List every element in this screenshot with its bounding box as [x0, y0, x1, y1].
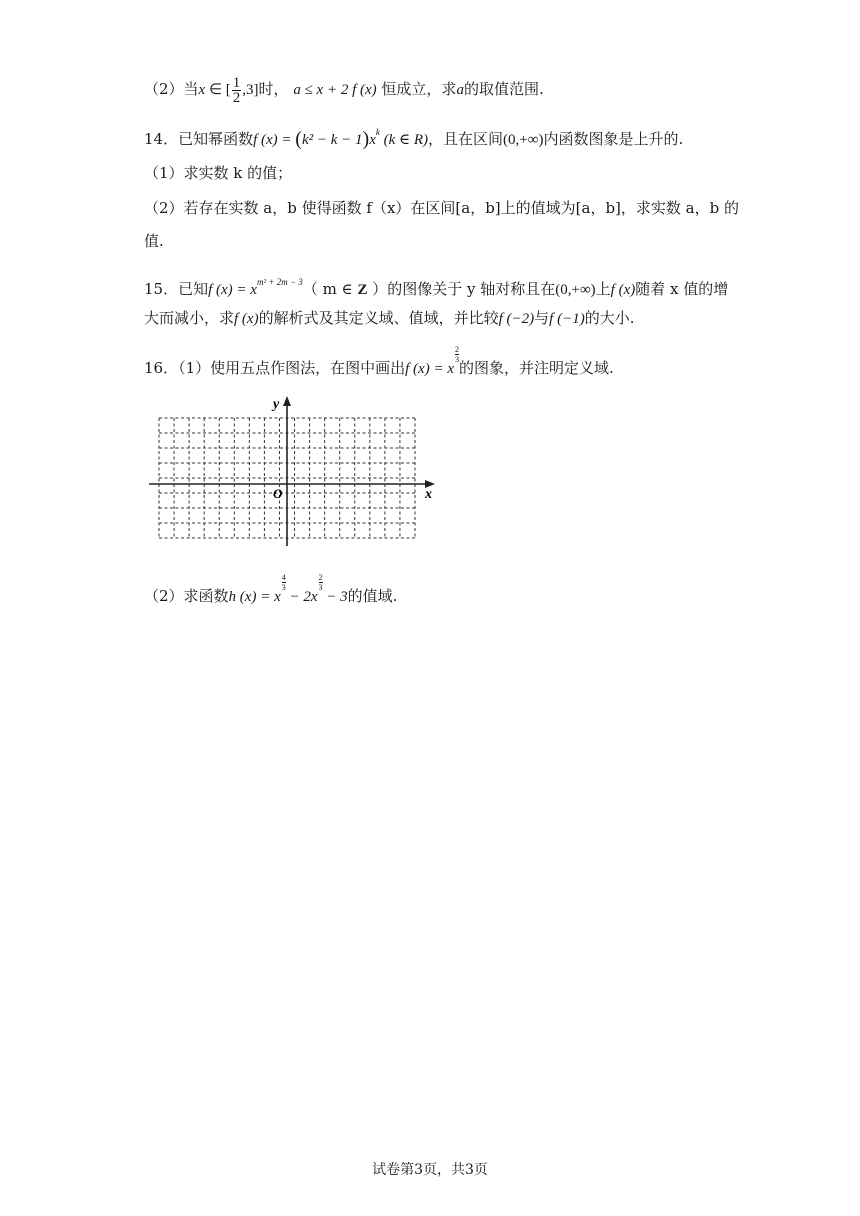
q16-exp: $\frac{2}{3}$ — [455, 345, 459, 364]
q15-Z: Z — [357, 282, 368, 298]
q16-p1-tail: 的图象，并注明定义域. — [459, 359, 614, 377]
q13-holds: 恒成立，求 — [376, 80, 457, 98]
y-axis-arrow-icon — [283, 396, 291, 406]
q15-fx2: f (x) — [610, 282, 636, 298]
q15-paren: （ m ∈ — [302, 280, 358, 298]
q15-text2: 上 — [595, 280, 611, 298]
q15-number: 15．已知 — [144, 280, 209, 298]
q13-interval-end: ,3] — [242, 82, 259, 98]
q14-mid: ，且在区间 — [428, 130, 504, 148]
q16-part2 — [144, 573, 397, 609]
q15-text3: 随着 x 值的增 — [635, 280, 729, 298]
x-axis-label: x — [425, 487, 432, 502]
q15-line1 — [144, 270, 728, 302]
q13-part2 — [144, 74, 544, 105]
q16-hx: h (x) = x — [228, 589, 281, 605]
coordinate-grid-figure — [145, 390, 445, 550]
q14-tail: 内函数图象是上升的. — [543, 130, 684, 148]
q14-poly: k² − k − 1 — [301, 132, 363, 148]
q14-part2: （2）若存在实数 a，b 使得函数 f（x）在区间[a，b]上的值域为[a，b]，求实数 a，b 的 — [144, 199, 739, 217]
q13-p2-label: （2）当 — [144, 80, 199, 98]
q13-when: 时， — [258, 80, 289, 98]
q16-p2-tail: 的值域. — [347, 587, 398, 605]
q15-fx: f (x) = x — [208, 282, 257, 298]
q16-part1 — [144, 345, 614, 381]
q16-fx: f (x) = x — [405, 361, 454, 377]
origin-label: O — [273, 486, 283, 501]
q16-minus3: − 3 — [322, 589, 348, 605]
q16-minus: − 2x — [285, 589, 318, 605]
q13-in: ∈ [ — [205, 82, 231, 98]
q15-interval: (0,+∞) — [555, 282, 596, 298]
page-footer: 试卷第3页，共3页 — [372, 1162, 488, 1178]
q16-p2-label: （2）求函数 — [144, 587, 229, 605]
q13-half: $\frac{1}{2}$ — [232, 74, 241, 106]
q16-p1-label: 16．（1）使用五点作图法，在图中画出 — [144, 359, 406, 377]
q15-line2: 大而减小，求f (x)的解析式及其定义域、值域，并比较f (−2)与f (−1)的大小. — [144, 309, 635, 327]
q14-xk: x — [369, 132, 376, 148]
q13-a: a — [456, 82, 464, 98]
q14-k-exp: k — [375, 127, 380, 137]
q13-tail: 的取值范围. — [463, 80, 544, 98]
q14-part1: （1）求实数 k 的值； — [144, 164, 293, 182]
q15-exp: m² + 2m − 3 — [256, 277, 303, 287]
q16-e2: $\frac{2}{3}$ — [318, 573, 323, 592]
q14-number: 14．已知幂函数 — [144, 130, 254, 148]
q14-interval: (0,+∞) — [503, 132, 544, 148]
q14-fx: f (x) = — [253, 132, 296, 148]
q13-x: x — [198, 82, 206, 98]
q14-stem: 14．已知幂函数f $(x) = (k^2 - k - 1)x^k$ (k ∈ R)，且在区间(0,+∞)内函数图象是上升的. — [144, 127, 684, 150]
q14-kinR: (k ∈ R) — [379, 132, 429, 148]
q16-e1: $\frac{4}{3}$ — [281, 573, 286, 592]
q13-inequality: a ≤ x + 2 f (x) — [293, 82, 377, 98]
y-axis-label: y — [273, 397, 280, 412]
q14-part2-cont: 值. — [144, 232, 164, 250]
q15-text1: 的图像关于 y 轴对称且在 — [387, 280, 556, 298]
q15-paren-close: ） — [367, 280, 388, 298]
